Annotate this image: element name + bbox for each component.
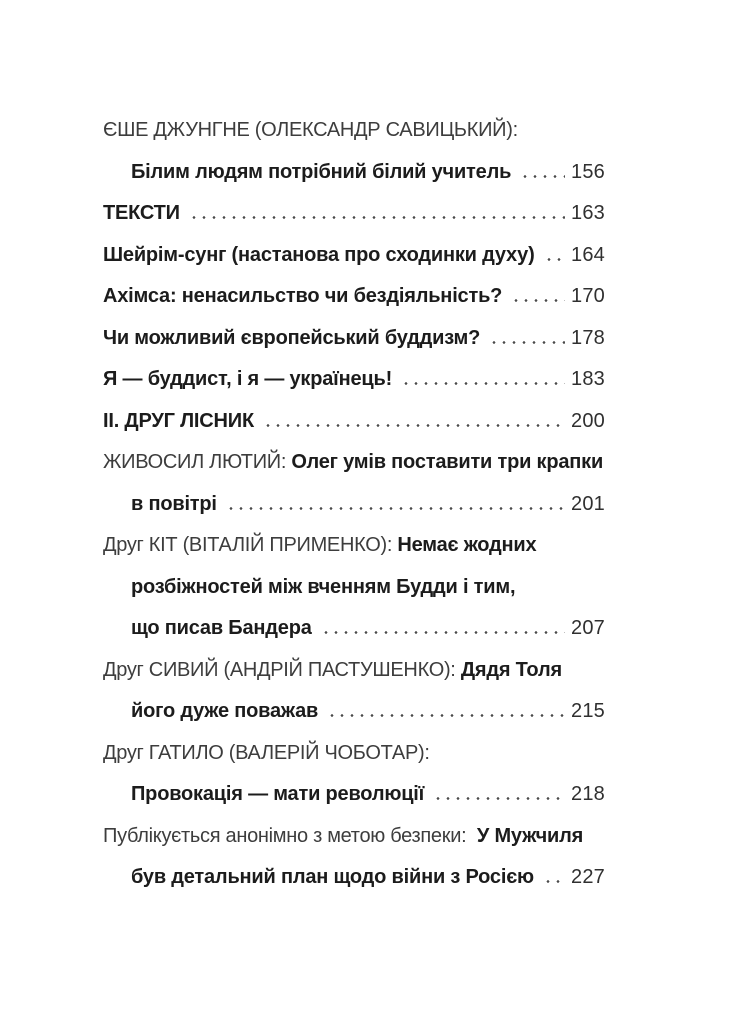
toc-line-text bbox=[103, 825, 583, 848]
toc-speaker-text: ЖИВОСИЛ ЛЮТИЙ: bbox=[103, 451, 292, 473]
page-number: 170 bbox=[571, 285, 605, 307]
page-number: 201 bbox=[571, 492, 605, 515]
dot-leader bbox=[399, 382, 565, 385]
toc-title-text: Немає жодних bbox=[397, 534, 537, 556]
toc-speaker-text: Публікується анонімно з метою безпеки: bbox=[103, 824, 477, 847]
toc-entry bbox=[103, 244, 605, 286]
toc-line bbox=[103, 700, 605, 742]
toc-line-text bbox=[103, 202, 180, 225]
toc-line-text bbox=[103, 534, 536, 557]
dot-leader bbox=[319, 631, 565, 634]
page-number: 227 bbox=[571, 866, 605, 888]
dot-leader bbox=[541, 880, 565, 883]
page-number: 200 bbox=[571, 409, 605, 432]
toc-title-text: Провокація — мати революції bbox=[131, 783, 425, 805]
toc-title-text: що писав Бандера bbox=[131, 617, 312, 639]
page-number: 183 bbox=[571, 368, 605, 390]
toc-speaker-text: Друг КІТ (ВІТАЛІЙ ПРИМЕНКО): bbox=[103, 534, 398, 556]
page-number: 207 bbox=[571, 617, 605, 639]
toc-entry bbox=[103, 825, 605, 908]
toc-entry bbox=[103, 742, 605, 825]
dot-leader bbox=[542, 258, 565, 261]
dot-leader bbox=[261, 424, 565, 427]
toc-line bbox=[103, 368, 605, 410]
page-number: 163 bbox=[571, 202, 605, 224]
toc-line-text bbox=[103, 285, 502, 308]
toc-title-text: У Мужчиля bbox=[476, 824, 584, 847]
toc-entry bbox=[103, 534, 605, 659]
toc-title-text: розбіжностей між вченням Будди і тим, bbox=[131, 575, 516, 598]
toc-list bbox=[103, 119, 605, 908]
toc-line-text bbox=[131, 866, 534, 889]
toc-entry bbox=[103, 410, 605, 452]
toc-title-text: Олег умів поставити три крапки bbox=[291, 451, 604, 473]
toc-line bbox=[103, 119, 605, 161]
toc-line-text bbox=[131, 783, 424, 806]
toc-title-text: ТЕКСТИ bbox=[103, 202, 180, 224]
toc-line bbox=[103, 161, 605, 203]
toc-line bbox=[103, 825, 605, 867]
toc-title-text: Ахімса: ненасильство чи бездіяльність? bbox=[103, 285, 503, 307]
toc-title-text: Я — буддист, і я — українець! bbox=[103, 368, 393, 390]
toc-line bbox=[103, 866, 605, 908]
toc-line bbox=[103, 659, 605, 701]
dot-leader bbox=[325, 714, 565, 717]
toc-entry bbox=[103, 119, 605, 202]
page-number: 164 bbox=[571, 243, 605, 266]
toc-line-text bbox=[131, 617, 312, 640]
toc-line-text bbox=[103, 742, 430, 765]
toc-line bbox=[103, 410, 605, 452]
toc-title-text: був детальний план щодо війни з Росією bbox=[131, 866, 534, 888]
toc-line bbox=[103, 285, 605, 327]
toc-line-text bbox=[131, 700, 318, 723]
dot-leader bbox=[187, 216, 565, 219]
toc-line-text bbox=[103, 451, 603, 474]
toc-line bbox=[103, 202, 605, 244]
toc-title-text: Білим людям потрібний білий учитель bbox=[131, 160, 512, 183]
toc-entry bbox=[103, 285, 605, 327]
toc-line-text bbox=[131, 161, 511, 184]
toc-line bbox=[103, 617, 605, 659]
toc-title-text: ІІ. ДРУГ ЛІСНИК bbox=[103, 409, 254, 432]
toc-title-text: в повітрі bbox=[131, 492, 217, 515]
page-number: 156 bbox=[571, 160, 605, 183]
toc-speaker-text: Друг ГАТИЛО (ВАЛЕРІЙ ЧОБОТАР): bbox=[103, 741, 430, 764]
page-number: 218 bbox=[571, 783, 605, 805]
toc-line bbox=[103, 327, 605, 369]
toc-line-text bbox=[103, 368, 392, 391]
toc-line-text bbox=[131, 493, 217, 516]
toc-entry bbox=[103, 659, 605, 742]
dot-leader bbox=[224, 507, 565, 510]
dot-leader bbox=[431, 797, 565, 800]
toc-line-text bbox=[131, 576, 515, 599]
page-number: 178 bbox=[571, 326, 605, 349]
toc-line bbox=[103, 742, 605, 784]
toc-line bbox=[103, 783, 605, 825]
toc-line bbox=[103, 451, 605, 493]
toc-line-text bbox=[103, 119, 523, 142]
toc-line bbox=[103, 244, 605, 286]
dot-leader bbox=[487, 341, 565, 344]
toc-title-text: Шейрім-сунг (настанова про сходинки духу) bbox=[103, 243, 535, 266]
toc-entry bbox=[103, 327, 605, 369]
toc-entry bbox=[103, 368, 605, 410]
toc-title-text: Дядя Толя bbox=[460, 658, 562, 681]
toc-line-text bbox=[103, 410, 254, 433]
toc-entry bbox=[103, 451, 605, 534]
toc-line bbox=[103, 493, 605, 535]
page-number: 215 bbox=[571, 700, 605, 722]
toc-title-text: Чи можливий європейський буддизм? bbox=[103, 326, 481, 349]
dot-leader bbox=[518, 175, 565, 178]
toc-line bbox=[103, 534, 605, 576]
toc-speaker-text: ЄШЕ ДЖУНГНЕ (ОЛЕКСАНДР САВИЦЬКИЙ): bbox=[103, 119, 524, 141]
toc-title-text: його дуже поважав bbox=[131, 700, 319, 722]
toc-speaker-text: Друг СИВИЙ (АНДРІЙ ПАСТУШЕНКО): bbox=[103, 658, 461, 681]
toc-entry bbox=[103, 202, 605, 244]
dot-leader bbox=[509, 299, 565, 302]
toc-line-text bbox=[103, 659, 562, 682]
toc-line bbox=[103, 576, 605, 618]
toc-line-text bbox=[103, 244, 535, 267]
toc-line-text bbox=[103, 327, 480, 350]
